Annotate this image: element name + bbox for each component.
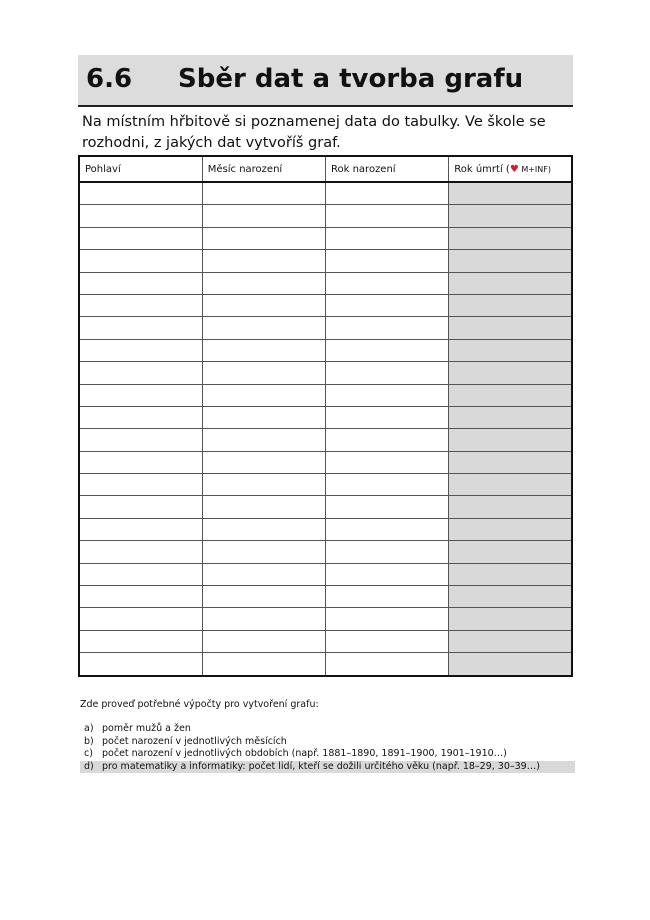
cell-birth-year[interactable] xyxy=(326,205,449,227)
cell-birth-year[interactable] xyxy=(326,451,449,473)
cell-birth-year[interactable] xyxy=(326,496,449,518)
cell-death-year[interactable] xyxy=(449,586,572,608)
cell-gender[interactable] xyxy=(79,384,202,406)
cell-gender[interactable] xyxy=(79,406,202,428)
list-item-highlighted xyxy=(80,761,575,774)
cell-gender[interactable] xyxy=(79,294,202,316)
calculations-section xyxy=(80,699,575,773)
cell-birth-month[interactable] xyxy=(202,182,325,205)
cell-birth-year[interactable] xyxy=(326,474,449,496)
table-row xyxy=(79,429,572,451)
cell-death-year[interactable] xyxy=(449,541,572,563)
header-death-year xyxy=(449,156,572,182)
cell-death-year[interactable] xyxy=(449,563,572,585)
cell-gender[interactable] xyxy=(79,630,202,652)
cell-birth-year[interactable] xyxy=(326,518,449,540)
cell-birth-month[interactable] xyxy=(202,205,325,227)
cell-gender[interactable] xyxy=(79,227,202,249)
table-row xyxy=(79,294,572,316)
header-death-year-suffix: M+INF) xyxy=(518,164,551,174)
cell-death-year[interactable] xyxy=(449,205,572,227)
cell-gender[interactable] xyxy=(79,317,202,339)
cell-birth-month[interactable] xyxy=(202,474,325,496)
cell-death-year[interactable] xyxy=(449,429,572,451)
table-row xyxy=(79,227,572,249)
cell-birth-month[interactable] xyxy=(202,630,325,652)
section-title: Sběr dat a tvorba grafu xyxy=(178,64,524,94)
cell-gender[interactable] xyxy=(79,339,202,361)
cell-death-year[interactable] xyxy=(449,518,572,540)
heart-icon: ♥ xyxy=(509,163,519,175)
cell-birth-month[interactable] xyxy=(202,362,325,384)
intro-line-2: rozhodni, z jakých dat vytvoříš graf. xyxy=(82,135,341,151)
cell-gender[interactable] xyxy=(79,272,202,294)
table-row xyxy=(79,496,572,518)
cell-birth-year[interactable] xyxy=(326,250,449,272)
table-row xyxy=(79,608,572,630)
cell-gender[interactable] xyxy=(79,205,202,227)
cell-death-year[interactable] xyxy=(449,250,572,272)
table-header-row xyxy=(79,156,572,182)
list-item xyxy=(80,736,575,749)
cell-birth-month[interactable] xyxy=(202,429,325,451)
list-item xyxy=(80,723,575,736)
cell-birth-month[interactable] xyxy=(202,653,325,676)
cell-gender[interactable] xyxy=(79,563,202,585)
cell-death-year[interactable] xyxy=(449,362,572,384)
cell-death-year[interactable] xyxy=(449,384,572,406)
cell-birth-year[interactable] xyxy=(326,294,449,316)
item-letter: b) xyxy=(84,735,94,747)
cell-death-year[interactable] xyxy=(449,227,572,249)
cell-death-year[interactable] xyxy=(449,630,572,652)
table-row xyxy=(79,518,572,540)
cell-gender[interactable] xyxy=(79,518,202,540)
table-row xyxy=(79,541,572,563)
cell-death-year[interactable] xyxy=(449,339,572,361)
cell-birth-month[interactable] xyxy=(202,227,325,249)
cell-birth-year[interactable] xyxy=(326,182,449,205)
cell-birth-year[interactable] xyxy=(326,406,449,428)
item-text: pro matematiky a informatiky: počet lidí, kteří se dožili určitého věku (např. 18–29, 30–39…) xyxy=(102,760,540,772)
table-row xyxy=(79,406,572,428)
cell-birth-month[interactable] xyxy=(202,563,325,585)
cell-birth-month[interactable] xyxy=(202,586,325,608)
cell-birth-month[interactable] xyxy=(202,250,325,272)
item-text: počet narození v jednotlivých obdobích (např. 1881–1890, 1891–1900, 1901–1910…) xyxy=(102,748,507,759)
item-letter: c) xyxy=(84,748,93,759)
cell-death-year[interactable] xyxy=(449,406,572,428)
cell-birth-month[interactable] xyxy=(202,496,325,518)
table-row xyxy=(79,272,572,294)
cell-death-year[interactable] xyxy=(449,451,572,473)
cell-gender[interactable] xyxy=(79,586,202,608)
calculations-list xyxy=(80,723,575,773)
cell-death-year[interactable] xyxy=(449,474,572,496)
cell-death-year[interactable] xyxy=(449,272,572,294)
table-row xyxy=(79,384,572,406)
calculations-intro: Zde proveď potřebné výpočty pro vytvoření grafu: xyxy=(80,699,319,710)
table-row xyxy=(79,317,572,339)
cell-birth-year[interactable] xyxy=(326,563,449,585)
table-row xyxy=(79,339,572,361)
data-table xyxy=(78,155,573,677)
cell-birth-month[interactable] xyxy=(202,294,325,316)
cell-gender[interactable] xyxy=(79,182,202,205)
cell-birth-year[interactable] xyxy=(326,429,449,451)
intro-text xyxy=(82,112,552,154)
table-row xyxy=(79,205,572,227)
cell-birth-month[interactable] xyxy=(202,339,325,361)
cell-birth-year[interactable] xyxy=(326,653,449,676)
intro-line-1: Na místním hřbitově si poznamenej data do tabulky. Ve škole se xyxy=(82,114,546,130)
item-text: počet narození v jednotlivých měsících xyxy=(102,735,287,747)
cell-gender[interactable] xyxy=(79,362,202,384)
header-birth-month: Měsíc narození xyxy=(202,156,325,182)
cell-death-year[interactable] xyxy=(449,653,572,676)
item-letter: a) xyxy=(84,723,94,734)
cell-birth-month[interactable] xyxy=(202,406,325,428)
header-birth-year: Rok narození xyxy=(326,156,449,182)
header-death-year-label: Rok úmrtí ( xyxy=(454,163,510,175)
cell-birth-year[interactable] xyxy=(326,339,449,361)
table-row xyxy=(79,451,572,473)
cell-birth-year[interactable] xyxy=(326,630,449,652)
cell-death-year[interactable] xyxy=(449,182,572,205)
cell-birth-month[interactable] xyxy=(202,384,325,406)
table-row xyxy=(79,182,572,205)
cell-birth-month[interactable] xyxy=(202,272,325,294)
cell-birth-month[interactable] xyxy=(202,541,325,563)
item-letter: d) xyxy=(84,760,94,772)
cell-birth-month[interactable] xyxy=(202,608,325,630)
cell-birth-year[interactable] xyxy=(326,362,449,384)
table-row xyxy=(79,630,572,652)
table-body xyxy=(79,182,572,676)
cell-birth-year[interactable] xyxy=(326,384,449,406)
table-row xyxy=(79,563,572,585)
list-item xyxy=(80,748,575,761)
table-row xyxy=(79,362,572,384)
table-row xyxy=(79,586,572,608)
cell-birth-month[interactable] xyxy=(202,518,325,540)
section-header xyxy=(78,55,573,107)
table-row xyxy=(79,250,572,272)
cell-birth-month[interactable] xyxy=(202,317,325,339)
cell-death-year[interactable] xyxy=(449,496,572,518)
section-number: 6.6 xyxy=(86,64,133,94)
table-row xyxy=(79,653,572,676)
cell-gender[interactable] xyxy=(79,474,202,496)
cell-birth-year[interactable] xyxy=(326,317,449,339)
cell-birth-year[interactable] xyxy=(326,586,449,608)
cell-gender[interactable] xyxy=(79,653,202,676)
cell-birth-year[interactable] xyxy=(326,227,449,249)
cell-gender[interactable] xyxy=(79,250,202,272)
item-text: poměr mužů a žen xyxy=(102,723,191,734)
cell-birth-year[interactable] xyxy=(326,541,449,563)
cell-death-year[interactable] xyxy=(449,294,572,316)
cell-birth-month[interactable] xyxy=(202,451,325,473)
header-gender: Pohlaví xyxy=(79,156,202,182)
cell-gender[interactable] xyxy=(79,451,202,473)
cell-gender[interactable] xyxy=(79,429,202,451)
cell-birth-year[interactable] xyxy=(326,608,449,630)
table-row xyxy=(79,474,572,496)
cell-birth-year[interactable] xyxy=(326,272,449,294)
cell-death-year[interactable] xyxy=(449,608,572,630)
cell-gender[interactable] xyxy=(79,496,202,518)
cell-gender[interactable] xyxy=(79,608,202,630)
cell-death-year[interactable] xyxy=(449,317,572,339)
cell-gender[interactable] xyxy=(79,541,202,563)
